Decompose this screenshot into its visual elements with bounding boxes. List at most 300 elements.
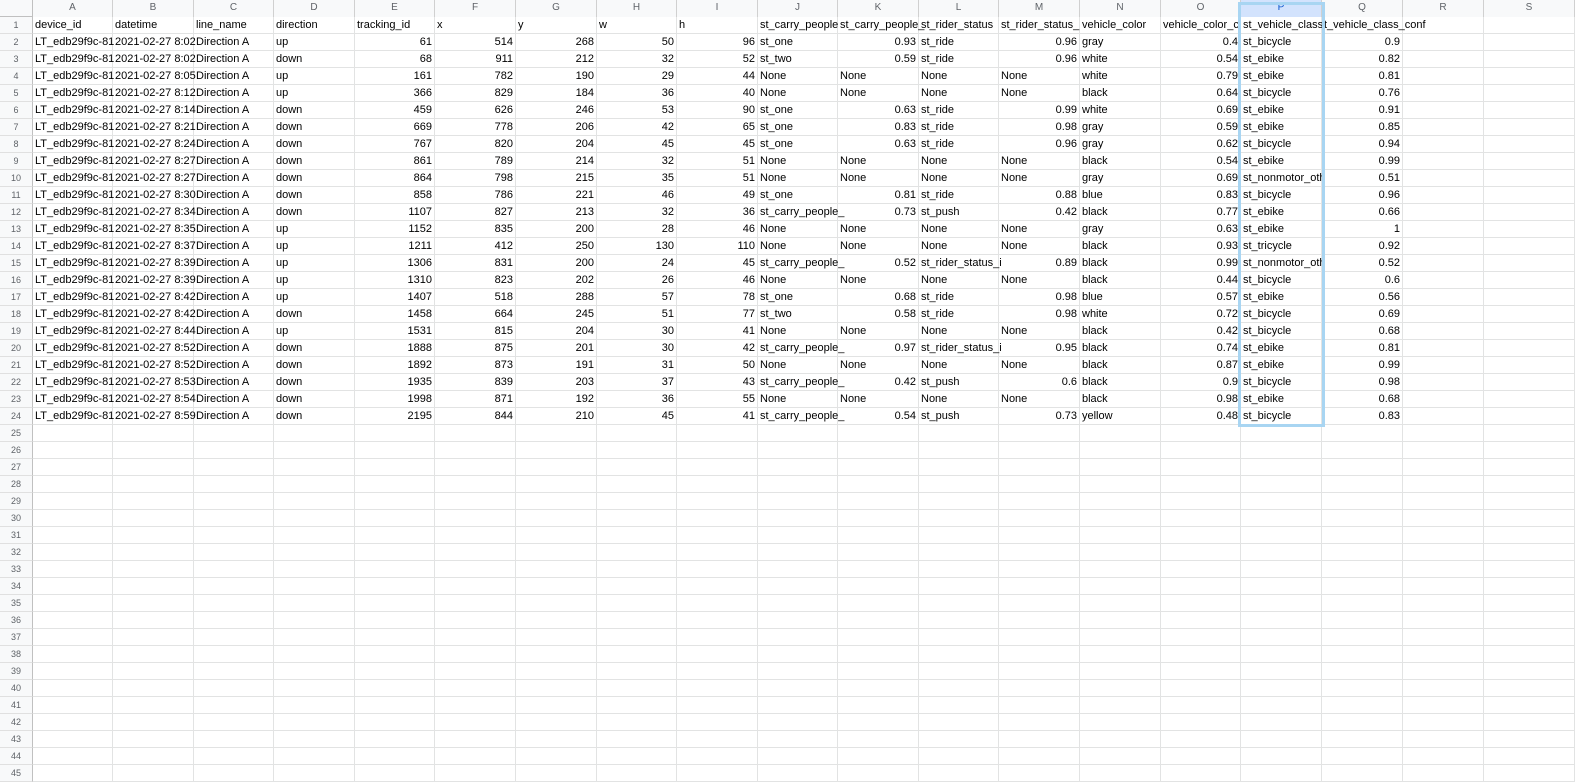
cell-b2[interactable]: 2021-02-27 8:02: [113, 34, 194, 51]
cell-q9[interactable]: 0.99: [1322, 153, 1403, 170]
cell-n31[interactable]: [1080, 527, 1161, 544]
cell-j12[interactable]: st_carry_people_: [758, 204, 838, 221]
cell-l33[interactable]: [919, 561, 999, 578]
cell-g31[interactable]: [516, 527, 597, 544]
cell-g15[interactable]: 200: [516, 255, 597, 272]
cell-c6[interactable]: Direction A: [194, 102, 274, 119]
cell-d25[interactable]: [274, 425, 355, 442]
cell-a33[interactable]: [33, 561, 113, 578]
cell-d3[interactable]: down: [274, 51, 355, 68]
cell-m29[interactable]: [999, 493, 1080, 510]
cell-h29[interactable]: [597, 493, 677, 510]
cell-i23[interactable]: 55: [677, 391, 758, 408]
cell-q33[interactable]: [1322, 561, 1403, 578]
cell-c34[interactable]: [194, 578, 274, 595]
cell-o33[interactable]: [1161, 561, 1241, 578]
cell-j15[interactable]: st_carry_people_: [758, 255, 838, 272]
cell-b29[interactable]: [113, 493, 194, 510]
cell-i7[interactable]: 65: [677, 119, 758, 136]
cell-f6[interactable]: 626: [435, 102, 516, 119]
cell-o28[interactable]: [1161, 476, 1241, 493]
cell-b41[interactable]: [113, 697, 194, 714]
cell-d32[interactable]: [274, 544, 355, 561]
cell-l19[interactable]: None: [919, 323, 999, 340]
cell-f25[interactable]: [435, 425, 516, 442]
cell-m43[interactable]: [999, 731, 1080, 748]
cell-n18[interactable]: white: [1080, 306, 1161, 323]
cell-m8[interactable]: 0.96: [999, 136, 1080, 153]
cell-l3[interactable]: st_ride: [919, 51, 999, 68]
cell-b44[interactable]: [113, 748, 194, 765]
cell-s6[interactable]: [1484, 102, 1575, 119]
cell-b43[interactable]: [113, 731, 194, 748]
header-cell-l1[interactable]: st_rider_status: [919, 17, 999, 34]
cell-a41[interactable]: [33, 697, 113, 714]
cell-j31[interactable]: [758, 527, 838, 544]
cell-i33[interactable]: [677, 561, 758, 578]
cell-m27[interactable]: [999, 459, 1080, 476]
cell-d10[interactable]: down: [274, 170, 355, 187]
cell-q4[interactable]: 0.81: [1322, 68, 1403, 85]
cell-f22[interactable]: 839: [435, 374, 516, 391]
cell-o8[interactable]: 0.62: [1161, 136, 1241, 153]
cell-n20[interactable]: black: [1080, 340, 1161, 357]
cell-g32[interactable]: [516, 544, 597, 561]
cell-o15[interactable]: 0.99: [1161, 255, 1241, 272]
cell-j4[interactable]: None: [758, 68, 838, 85]
cell-c38[interactable]: [194, 646, 274, 663]
cell-b15[interactable]: 2021-02-27 8:39: [113, 255, 194, 272]
cell-s44[interactable]: [1484, 748, 1575, 765]
cell-q36[interactable]: [1322, 612, 1403, 629]
cell-b19[interactable]: 2021-02-27 8:44: [113, 323, 194, 340]
row-header-8[interactable]: 8: [0, 136, 33, 153]
cell-a8[interactable]: LT_edb29f9c-81: [33, 136, 113, 153]
cell-m31[interactable]: [999, 527, 1080, 544]
cell-i2[interactable]: 96: [677, 34, 758, 51]
row-header-12[interactable]: 12: [0, 204, 33, 221]
cell-o11[interactable]: 0.83: [1161, 187, 1241, 204]
row-header-45[interactable]: 45: [0, 765, 33, 782]
cell-i36[interactable]: [677, 612, 758, 629]
cell-m14[interactable]: None: [999, 238, 1080, 255]
cell-c45[interactable]: [194, 765, 274, 782]
cell-s36[interactable]: [1484, 612, 1575, 629]
cell-f32[interactable]: [435, 544, 516, 561]
cell-c7[interactable]: Direction A: [194, 119, 274, 136]
row-header-38[interactable]: 38: [0, 646, 33, 663]
cell-a42[interactable]: [33, 714, 113, 731]
cell-a11[interactable]: LT_edb29f9c-81: [33, 187, 113, 204]
cell-o17[interactable]: 0.57: [1161, 289, 1241, 306]
cell-m11[interactable]: 0.88: [999, 187, 1080, 204]
cell-j14[interactable]: None: [758, 238, 838, 255]
cell-b34[interactable]: [113, 578, 194, 595]
cell-r21[interactable]: [1403, 357, 1484, 374]
cell-o43[interactable]: [1161, 731, 1241, 748]
column-header-s[interactable]: S: [1484, 0, 1575, 17]
cell-n30[interactable]: [1080, 510, 1161, 527]
cell-p15[interactable]: st_nonmotor_oth: [1241, 255, 1322, 272]
cell-r9[interactable]: [1403, 153, 1484, 170]
cell-e41[interactable]: [355, 697, 435, 714]
cell-l34[interactable]: [919, 578, 999, 595]
cell-q15[interactable]: 0.52: [1322, 255, 1403, 272]
cell-d26[interactable]: [274, 442, 355, 459]
cell-r8[interactable]: [1403, 136, 1484, 153]
cell-c35[interactable]: [194, 595, 274, 612]
cell-s7[interactable]: [1484, 119, 1575, 136]
cell-n7[interactable]: gray: [1080, 119, 1161, 136]
cell-m35[interactable]: [999, 595, 1080, 612]
cell-l43[interactable]: [919, 731, 999, 748]
cell-n38[interactable]: [1080, 646, 1161, 663]
cell-q10[interactable]: 0.51: [1322, 170, 1403, 187]
cell-d22[interactable]: down: [274, 374, 355, 391]
cell-c23[interactable]: Direction A: [194, 391, 274, 408]
cell-e40[interactable]: [355, 680, 435, 697]
cell-o14[interactable]: 0.93: [1161, 238, 1241, 255]
cell-b7[interactable]: 2021-02-27 8:21: [113, 119, 194, 136]
cell-p44[interactable]: [1241, 748, 1322, 765]
cell-e34[interactable]: [355, 578, 435, 595]
cell-k7[interactable]: 0.83: [838, 119, 919, 136]
cell-l17[interactable]: st_ride: [919, 289, 999, 306]
cell-l6[interactable]: st_ride: [919, 102, 999, 119]
cell-h42[interactable]: [597, 714, 677, 731]
cell-c11[interactable]: Direction A: [194, 187, 274, 204]
cell-k37[interactable]: [838, 629, 919, 646]
cell-m38[interactable]: [999, 646, 1080, 663]
cell-s10[interactable]: [1484, 170, 1575, 187]
row-header-30[interactable]: 30: [0, 510, 33, 527]
cell-l7[interactable]: st_ride: [919, 119, 999, 136]
cell-q24[interactable]: 0.83: [1322, 408, 1403, 425]
cell-j45[interactable]: [758, 765, 838, 782]
cell-f5[interactable]: 829: [435, 85, 516, 102]
cell-o29[interactable]: [1161, 493, 1241, 510]
cell-e33[interactable]: [355, 561, 435, 578]
cell-e7[interactable]: 669: [355, 119, 435, 136]
cell-b23[interactable]: 2021-02-27 8:54: [113, 391, 194, 408]
cell-j11[interactable]: st_one: [758, 187, 838, 204]
cell-p16[interactable]: st_bicycle: [1241, 272, 1322, 289]
header-cell-h1[interactable]: w: [597, 17, 677, 34]
cell-i29[interactable]: [677, 493, 758, 510]
row-header-29[interactable]: 29: [0, 493, 33, 510]
cell-f31[interactable]: [435, 527, 516, 544]
cell-o30[interactable]: [1161, 510, 1241, 527]
cell-s34[interactable]: [1484, 578, 1575, 595]
cell-h13[interactable]: 28: [597, 221, 677, 238]
row-header-13[interactable]: 13: [0, 221, 33, 238]
cell-e11[interactable]: 858: [355, 187, 435, 204]
cell-r23[interactable]: [1403, 391, 1484, 408]
cell-g3[interactable]: 212: [516, 51, 597, 68]
cell-r18[interactable]: [1403, 306, 1484, 323]
cell-e21[interactable]: 1892: [355, 357, 435, 374]
cell-l10[interactable]: None: [919, 170, 999, 187]
cell-l4[interactable]: None: [919, 68, 999, 85]
cell-g13[interactable]: 200: [516, 221, 597, 238]
cell-q22[interactable]: 0.98: [1322, 374, 1403, 391]
cell-k41[interactable]: [838, 697, 919, 714]
cell-n5[interactable]: black: [1080, 85, 1161, 102]
cell-d11[interactable]: down: [274, 187, 355, 204]
cell-i24[interactable]: 41: [677, 408, 758, 425]
cell-r4[interactable]: [1403, 68, 1484, 85]
cell-m17[interactable]: 0.98: [999, 289, 1080, 306]
cell-h38[interactable]: [597, 646, 677, 663]
header-cell-q1[interactable]: t_vehicle_class_conf: [1322, 17, 1403, 34]
cell-b31[interactable]: [113, 527, 194, 544]
cell-o44[interactable]: [1161, 748, 1241, 765]
cell-n21[interactable]: black: [1080, 357, 1161, 374]
cell-e16[interactable]: 1310: [355, 272, 435, 289]
cell-h4[interactable]: 29: [597, 68, 677, 85]
cell-a38[interactable]: [33, 646, 113, 663]
cell-p34[interactable]: [1241, 578, 1322, 595]
cell-j19[interactable]: None: [758, 323, 838, 340]
cell-e6[interactable]: 459: [355, 102, 435, 119]
cell-p19[interactable]: st_bicycle: [1241, 323, 1322, 340]
cell-l5[interactable]: None: [919, 85, 999, 102]
cell-l2[interactable]: st_ride: [919, 34, 999, 51]
header-cell-i1[interactable]: h: [677, 17, 758, 34]
cell-n41[interactable]: [1080, 697, 1161, 714]
cell-o37[interactable]: [1161, 629, 1241, 646]
cell-c15[interactable]: Direction A: [194, 255, 274, 272]
cell-i30[interactable]: [677, 510, 758, 527]
cell-o5[interactable]: 0.64: [1161, 85, 1241, 102]
row-header-42[interactable]: 42: [0, 714, 33, 731]
cell-m40[interactable]: [999, 680, 1080, 697]
cell-o38[interactable]: [1161, 646, 1241, 663]
cell-p45[interactable]: [1241, 765, 1322, 782]
cell-h28[interactable]: [597, 476, 677, 493]
cell-m13[interactable]: None: [999, 221, 1080, 238]
cell-a13[interactable]: LT_edb29f9c-81: [33, 221, 113, 238]
cell-c43[interactable]: [194, 731, 274, 748]
cell-a10[interactable]: LT_edb29f9c-81: [33, 170, 113, 187]
cell-q44[interactable]: [1322, 748, 1403, 765]
cell-f15[interactable]: 831: [435, 255, 516, 272]
cell-j3[interactable]: st_two: [758, 51, 838, 68]
cell-c31[interactable]: [194, 527, 274, 544]
cell-j27[interactable]: [758, 459, 838, 476]
cell-h26[interactable]: [597, 442, 677, 459]
cell-n11[interactable]: blue: [1080, 187, 1161, 204]
cell-d34[interactable]: [274, 578, 355, 595]
cell-b26[interactable]: [113, 442, 194, 459]
cell-q37[interactable]: [1322, 629, 1403, 646]
cell-l26[interactable]: [919, 442, 999, 459]
cell-j41[interactable]: [758, 697, 838, 714]
cell-n26[interactable]: [1080, 442, 1161, 459]
cell-j36[interactable]: [758, 612, 838, 629]
cell-l27[interactable]: [919, 459, 999, 476]
cell-a35[interactable]: [33, 595, 113, 612]
cell-i10[interactable]: 51: [677, 170, 758, 187]
cell-r10[interactable]: [1403, 170, 1484, 187]
cell-p29[interactable]: [1241, 493, 1322, 510]
cell-i43[interactable]: [677, 731, 758, 748]
cell-n45[interactable]: [1080, 765, 1161, 782]
cell-q16[interactable]: 0.6: [1322, 272, 1403, 289]
cell-b10[interactable]: 2021-02-27 8:27: [113, 170, 194, 187]
cell-e13[interactable]: 1152: [355, 221, 435, 238]
cell-g4[interactable]: 190: [516, 68, 597, 85]
cell-d12[interactable]: down: [274, 204, 355, 221]
cell-b32[interactable]: [113, 544, 194, 561]
cell-i9[interactable]: 51: [677, 153, 758, 170]
cell-f20[interactable]: 875: [435, 340, 516, 357]
cell-o21[interactable]: 0.87: [1161, 357, 1241, 374]
cell-j44[interactable]: [758, 748, 838, 765]
cell-p39[interactable]: [1241, 663, 1322, 680]
cell-j24[interactable]: st_carry_people_: [758, 408, 838, 425]
cell-f36[interactable]: [435, 612, 516, 629]
cell-p30[interactable]: [1241, 510, 1322, 527]
cell-b21[interactable]: 2021-02-27 8:52: [113, 357, 194, 374]
cell-e29[interactable]: [355, 493, 435, 510]
cell-o42[interactable]: [1161, 714, 1241, 731]
cell-j40[interactable]: [758, 680, 838, 697]
cell-g22[interactable]: 203: [516, 374, 597, 391]
cell-o41[interactable]: [1161, 697, 1241, 714]
cell-n24[interactable]: yellow: [1080, 408, 1161, 425]
column-header-j[interactable]: J: [758, 0, 838, 17]
column-header-c[interactable]: C: [194, 0, 274, 17]
cell-r38[interactable]: [1403, 646, 1484, 663]
cell-o40[interactable]: [1161, 680, 1241, 697]
cell-a6[interactable]: LT_edb29f9c-81: [33, 102, 113, 119]
cell-e31[interactable]: [355, 527, 435, 544]
cell-d37[interactable]: [274, 629, 355, 646]
cell-d7[interactable]: down: [274, 119, 355, 136]
cell-f24[interactable]: 844: [435, 408, 516, 425]
cell-b6[interactable]: 2021-02-27 8:14: [113, 102, 194, 119]
cell-f28[interactable]: [435, 476, 516, 493]
cell-k16[interactable]: None: [838, 272, 919, 289]
cell-d14[interactable]: up: [274, 238, 355, 255]
cell-d2[interactable]: up: [274, 34, 355, 51]
cell-i11[interactable]: 49: [677, 187, 758, 204]
cell-g19[interactable]: 204: [516, 323, 597, 340]
cell-j26[interactable]: [758, 442, 838, 459]
cell-c40[interactable]: [194, 680, 274, 697]
cell-i22[interactable]: 43: [677, 374, 758, 391]
cell-n37[interactable]: [1080, 629, 1161, 646]
cell-b37[interactable]: [113, 629, 194, 646]
header-cell-e1[interactable]: tracking_id: [355, 17, 435, 34]
cell-c32[interactable]: [194, 544, 274, 561]
cell-a2[interactable]: LT_edb29f9c-81: [33, 34, 113, 51]
row-header-14[interactable]: 14: [0, 238, 33, 255]
cell-g26[interactable]: [516, 442, 597, 459]
cell-i42[interactable]: [677, 714, 758, 731]
cell-a18[interactable]: LT_edb29f9c-81: [33, 306, 113, 323]
cell-c28[interactable]: [194, 476, 274, 493]
cell-e5[interactable]: 366: [355, 85, 435, 102]
cell-b42[interactable]: [113, 714, 194, 731]
cell-m42[interactable]: [999, 714, 1080, 731]
cell-j9[interactable]: None: [758, 153, 838, 170]
cell-e43[interactable]: [355, 731, 435, 748]
cell-k31[interactable]: [838, 527, 919, 544]
cell-e32[interactable]: [355, 544, 435, 561]
cell-r12[interactable]: [1403, 204, 1484, 221]
cell-m19[interactable]: None: [999, 323, 1080, 340]
cell-q8[interactable]: 0.94: [1322, 136, 1403, 153]
cell-j37[interactable]: [758, 629, 838, 646]
cell-m6[interactable]: 0.99: [999, 102, 1080, 119]
cell-k28[interactable]: [838, 476, 919, 493]
cell-s20[interactable]: [1484, 340, 1575, 357]
cell-o20[interactable]: 0.74: [1161, 340, 1241, 357]
cell-f26[interactable]: [435, 442, 516, 459]
cell-q32[interactable]: [1322, 544, 1403, 561]
cell-g14[interactable]: 250: [516, 238, 597, 255]
cell-b38[interactable]: [113, 646, 194, 663]
cell-g30[interactable]: [516, 510, 597, 527]
header-cell-j1[interactable]: st_carry_people: [758, 17, 838, 34]
cell-q27[interactable]: [1322, 459, 1403, 476]
cell-p7[interactable]: st_ebike: [1241, 119, 1322, 136]
cell-s4[interactable]: [1484, 68, 1575, 85]
cell-r6[interactable]: [1403, 102, 1484, 119]
cell-c12[interactable]: Direction A: [194, 204, 274, 221]
cell-a39[interactable]: [33, 663, 113, 680]
cell-a25[interactable]: [33, 425, 113, 442]
cell-s37[interactable]: [1484, 629, 1575, 646]
cell-r42[interactable]: [1403, 714, 1484, 731]
cell-f41[interactable]: [435, 697, 516, 714]
cell-f12[interactable]: 827: [435, 204, 516, 221]
header-cell-o1[interactable]: vehicle_color_c: [1161, 17, 1241, 34]
cell-g34[interactable]: [516, 578, 597, 595]
cell-r15[interactable]: [1403, 255, 1484, 272]
cell-k4[interactable]: None: [838, 68, 919, 85]
cell-a45[interactable]: [33, 765, 113, 782]
cell-c2[interactable]: Direction A: [194, 34, 274, 51]
cell-d18[interactable]: down: [274, 306, 355, 323]
cell-i27[interactable]: [677, 459, 758, 476]
cell-b18[interactable]: 2021-02-27 8:42: [113, 306, 194, 323]
cell-a36[interactable]: [33, 612, 113, 629]
cell-e23[interactable]: 1998: [355, 391, 435, 408]
column-header-r[interactable]: R: [1403, 0, 1484, 17]
cell-k3[interactable]: 0.59: [838, 51, 919, 68]
cell-k39[interactable]: [838, 663, 919, 680]
cell-k15[interactable]: 0.52: [838, 255, 919, 272]
cell-f17[interactable]: 518: [435, 289, 516, 306]
cell-o3[interactable]: 0.54: [1161, 51, 1241, 68]
cell-k38[interactable]: [838, 646, 919, 663]
cell-l35[interactable]: [919, 595, 999, 612]
cell-c26[interactable]: [194, 442, 274, 459]
column-header-p[interactable]: P: [1241, 0, 1322, 17]
cell-f27[interactable]: [435, 459, 516, 476]
cell-j13[interactable]: None: [758, 221, 838, 238]
cell-m34[interactable]: [999, 578, 1080, 595]
cell-k21[interactable]: None: [838, 357, 919, 374]
cell-c24[interactable]: Direction A: [194, 408, 274, 425]
cell-q39[interactable]: [1322, 663, 1403, 680]
cell-n35[interactable]: [1080, 595, 1161, 612]
row-header-11[interactable]: 11: [0, 187, 33, 204]
row-header-35[interactable]: 35: [0, 595, 33, 612]
